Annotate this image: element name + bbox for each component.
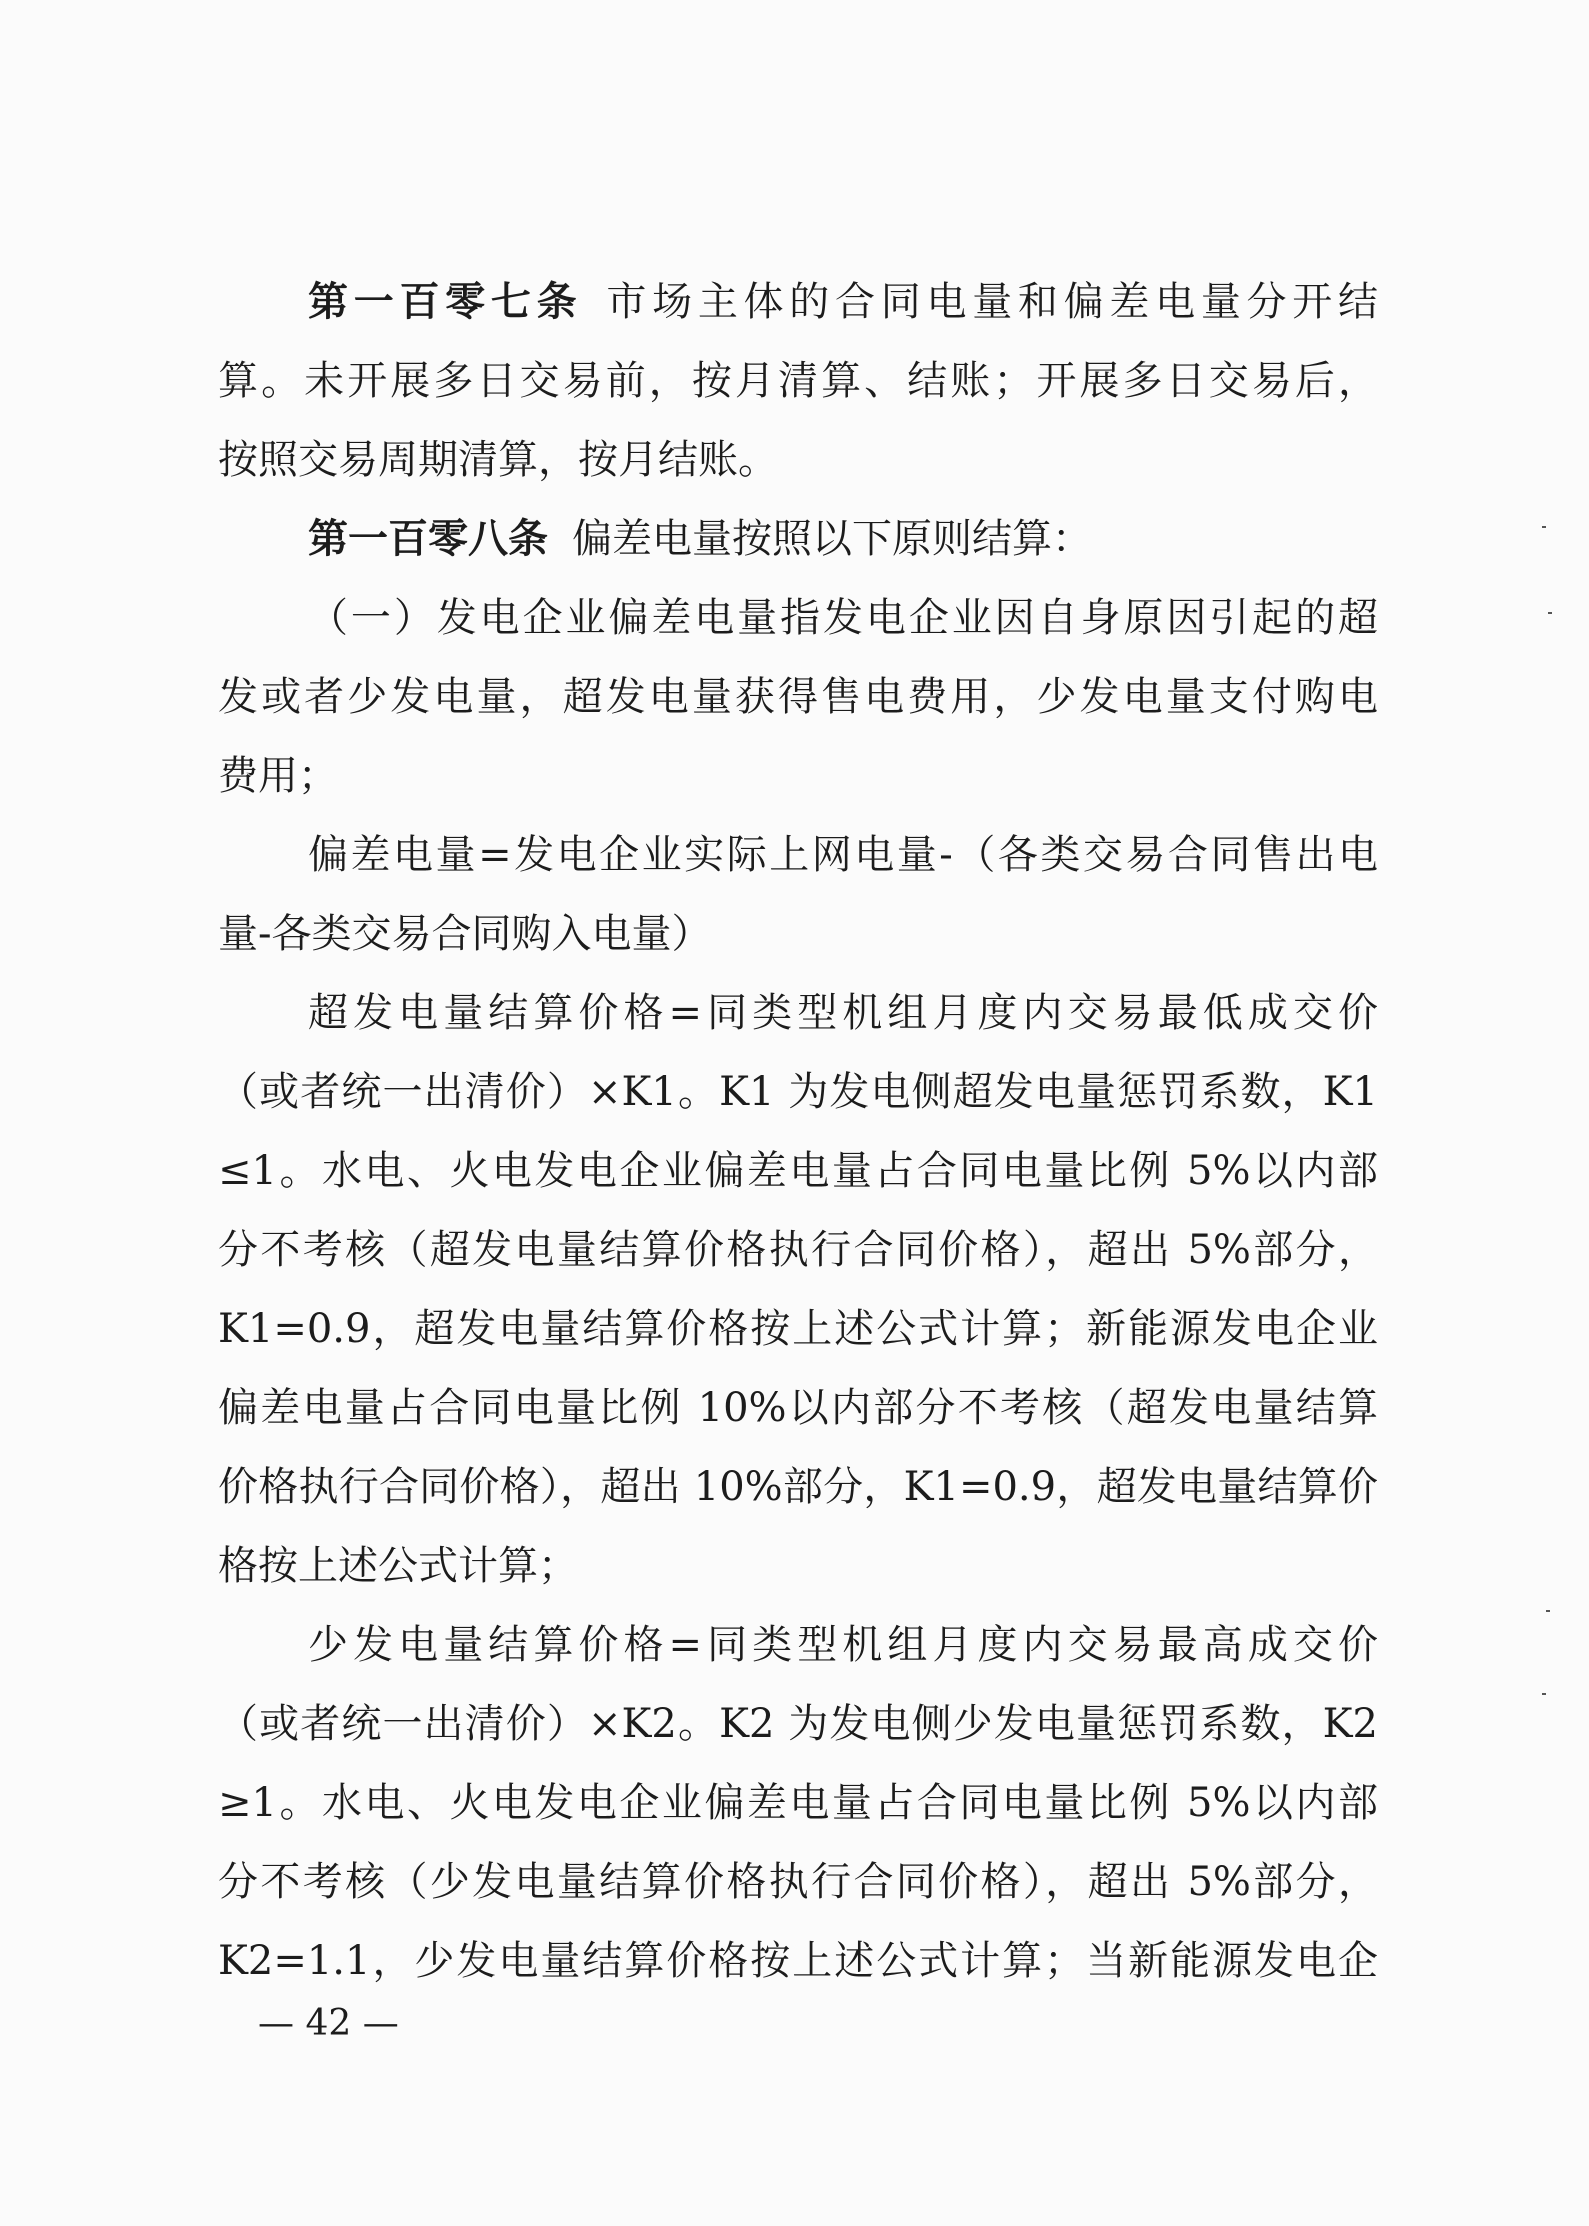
article-107-line-3: 按照交易周期清算，按月结账。: [218, 437, 778, 483]
over-gen-line-2: （或者统一出清价）×K1。K1 为发电侧超发电量惩罚系数，K1: [218, 1069, 1378, 1115]
para-1-line-3: 费用；: [218, 753, 338, 799]
article-107-line-2: 算。未开展多日交易前，按月清算、结账；开展多日交易后，: [218, 358, 1378, 404]
under-gen-line-1: 少发电量结算价格=同类型机组月度内交易最高成交价: [308, 1622, 1378, 1668]
under-gen-line-2: （或者统一出清价）×K2。K2 为发电侧少发电量惩罚系数，K2: [218, 1701, 1378, 1747]
para-1-line-1: （一）发电企业偏差电量指发电企业因自身原因引起的超: [308, 595, 1378, 641]
article-107-heading: 第一百零七条: [308, 279, 583, 325]
article-107-text: 市场主体的合同电量和偏差电量分开结: [606, 279, 1378, 325]
scan-mark: [1548, 612, 1552, 614]
over-gen-line-3: ≤1。水电、火电发电企业偏差电量占合同电量比例 5%以内部: [218, 1148, 1378, 1194]
page-number: — 42 —: [258, 2003, 399, 2044]
formula-line-1: 偏差电量=发电企业实际上网电量-（各类交易合同售出电: [308, 832, 1378, 878]
over-gen-line-7: 价格执行合同价格），超出 10%部分，K1=0.9，超发电量结算价: [218, 1464, 1378, 1510]
scan-mark: [1546, 1610, 1550, 1612]
over-gen-line-5: K1=0.9，超发电量结算价格按上述公式计算；新能源发电企业: [218, 1306, 1378, 1352]
document-body: [218, 263, 1378, 2001]
article-108-text: 偏差电量按照以下原则结算：: [572, 516, 1092, 562]
para-1-line-2: 发或者少发电量，超发电量获得售电费用，少发电量支付购电: [218, 674, 1378, 720]
formula-line-2: 量-各类交易合同购入电量）: [218, 911, 712, 957]
article-108-heading: 第一百零八条: [308, 516, 548, 562]
article-107-line-1: [218, 263, 1378, 342]
over-gen-line-8: 格按上述公式计算；: [218, 1543, 578, 1589]
scan-mark: [1542, 526, 1546, 528]
under-gen-line-5: K2=1.1，少发电量结算价格按上述公式计算；当新能源发电企: [218, 1938, 1378, 1984]
article-108-line-1: [218, 500, 1378, 579]
under-gen-line-4: 分不考核（少发电量结算价格执行合同价格），超出 5%部分，: [218, 1859, 1378, 1905]
under-gen-line-3: ≥1。水电、火电发电企业偏差电量占合同电量比例 5%以内部: [218, 1780, 1378, 1826]
over-gen-line-1: 超发电量结算价格=同类型机组月度内交易最低成交价: [308, 990, 1378, 1036]
scan-mark: [1542, 1693, 1546, 1695]
over-gen-line-6: 偏差电量占合同电量比例 10%以内部分不考核（超发电量结算: [218, 1385, 1378, 1431]
over-gen-line-4: 分不考核（超发电量结算价格执行合同价格），超出 5%部分，: [218, 1227, 1378, 1273]
